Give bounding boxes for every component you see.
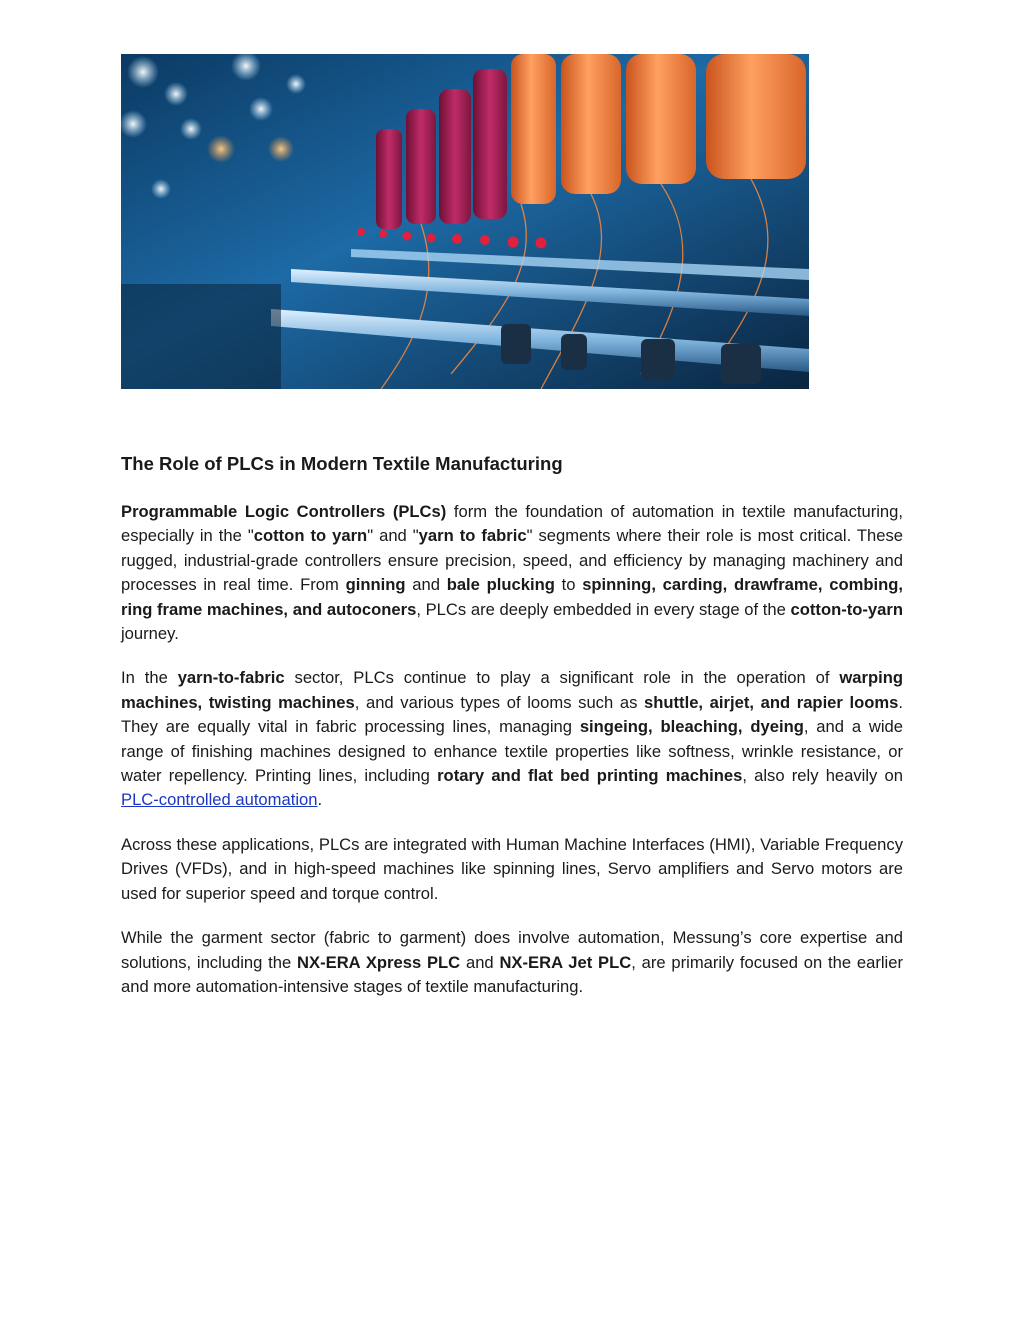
textile-machine-illustration — [121, 54, 809, 389]
text: sector, PLCs continue to play a significant role in the operation of — [284, 668, 840, 688]
text: journey. — [121, 624, 179, 644]
text: , PLCs are deeply embedded in every stage of the — [416, 599, 791, 619]
paragraph-yarn-to-fabric — [121, 666, 903, 812]
bold-text: Programmable Logic Controllers (PLCs) — [121, 502, 447, 521]
text: In the — [121, 668, 178, 688]
bold-text: NX-ERA Jet PLC — [499, 952, 632, 972]
bold-text: warping machines, twisting machines — [121, 668, 903, 712]
text: , and various types of looms such as — [354, 692, 645, 712]
bold-text: NX-ERA Xpress PLC — [297, 952, 461, 972]
paragraph-applications: Across these applications, PLCs are integrated with Human Machine Interfaces (HMI), Variable Frequency Drives (VFDs), and in high-speed machines like spinning lines, Servo amplifiers and Servo motors are used for superior speed and torque control. — [121, 834, 903, 903]
bold-text: rotary and flat bed printing machines — [437, 766, 743, 786]
bold-text: cotton-to-yarn — [790, 599, 903, 619]
bold-text: singeing, bleaching, dyeing — [579, 717, 804, 737]
paragraph-intro — [121, 500, 903, 646]
text: While the garment sector (fabric to garment) does involve automation, Messung’s core expertise and solutions, including the — [121, 928, 903, 972]
text: . They are equally vital in fabric processing lines, managing — [121, 692, 904, 737]
bold-text: cotton to yarn — [253, 526, 368, 546]
text: . — [317, 790, 323, 810]
bold-text: yarn to fabric — [418, 526, 527, 546]
hero-image — [121, 54, 809, 389]
bold-text: yarn-to-fabric — [177, 668, 285, 688]
text: and — [405, 575, 447, 595]
text: , and a wide range of finishing machines designed to enhance textile properties like softness, wrinkle resistance, or water repellency. Printing lines, including — [121, 717, 904, 786]
article-title: The Role of PLCs in Modern Textile Manufacturing — [121, 453, 563, 474]
bold-text: bale plucking — [446, 575, 555, 595]
text: to — [554, 575, 583, 595]
text: , are primarily focused on the earlier and more automation-intensive stages of textile manufacturing. — [121, 952, 903, 996]
text: , also rely heavily on — [742, 766, 904, 786]
text: " segments where their role is most critical. These rugged, industrial-grade controllers ensure precision, speed, and efficiency by managing machinery and processes in real time. From — [121, 526, 904, 595]
plc-automation-link[interactable]: PLC-controlled automation — [121, 790, 318, 810]
bold-text: spinning, carding, drawframe, combing, ring frame machines, and autoconers — [121, 575, 903, 619]
text: form the foundation of automation in textile manufacturing, especially in the " — [121, 502, 903, 546]
text: and — [460, 952, 500, 972]
paragraph-garment-sector — [121, 926, 903, 999]
article — [121, 450, 903, 1019]
bold-text: shuttle, airjet, and rapier looms — [644, 692, 899, 712]
text: " and " — [367, 526, 419, 546]
bold-text: ginning — [345, 575, 406, 595]
